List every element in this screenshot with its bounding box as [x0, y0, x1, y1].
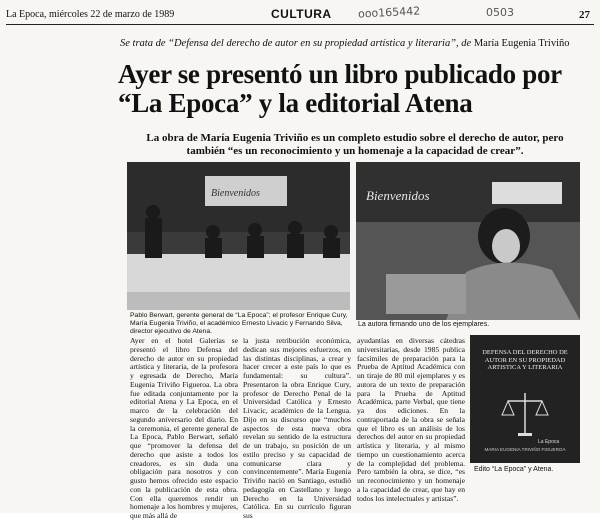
- page-number: 27: [579, 9, 590, 21]
- handwritten-code: ooo165442: [357, 4, 421, 21]
- page-header: [6, 4, 594, 22]
- photo-author-signing: [356, 162, 580, 320]
- book-cover: [470, 335, 580, 463]
- book-publisher: La Epoca: [538, 439, 560, 445]
- scales-of-justice-icon: [470, 335, 580, 463]
- photo-presentation-graphic: [127, 162, 350, 310]
- kicker-text: Se trata de “Defensa del derecho de autor en su propiedad artística y literaria”, de: [120, 38, 472, 49]
- book-author: MARIA EUGENIA TRIVIÑO FIGUEROA: [484, 447, 566, 452]
- article-column-2: la justa retribución económica, dedican sus mejores esfuerzos, en las distintas disciplinas, a crear y hacer crecer a este país lo que es fundamental: su cultura”. Presentaron la obra Enrique Cury, profesor de Derecho Penal de la Universidad Católica y Ernesto Livacic, académico de la Lengua. Dijo en su discurso que “muchos aspectos de esta nueva obra revelan su sentido de la estructura de un trabajo, su posición de un estilo preciso y su capacidad de comunicarse clara y convincentemente”. María Eugenia Triviño nació en Santiago, estudió pedagogía en Castellano y luego Derecho en la Universidad Católica. En su currículo figuran sus: [243, 336, 351, 520]
- photo-presentation-table: [127, 162, 350, 310]
- headline: Ayer se presentó un libro publicado por “La Epoca” y la editorial Atena: [118, 59, 562, 118]
- book-title: DEFENSA DEL DERECHO DE AUTOR EN SU PROPIEDAD ARTISTICA Y LITERARIA: [482, 349, 568, 371]
- section-name: CULTURA: [271, 7, 332, 21]
- kicker-author: María Eugenia Triviño: [473, 38, 570, 49]
- subhead: La obra de María Eugenia Triviño es un completo estudio sobre el derecho de autor, pero también “es un reconocimiento y un homenaje a la capacidad de crear”.: [146, 132, 564, 157]
- handwritten-number: 0503: [486, 6, 514, 19]
- photo-signing-graphic: [356, 162, 580, 320]
- photo2-banner-text: Bienvenidos: [366, 188, 430, 203]
- photo1-caption: Pablo Berwart, gerente general de “La Epoca”; el profesor Enrique Cury, María Eugenia Triviño, el académico Ernesto Livacic y Fernando Silva, director ejecutivo de Atena.: [130, 312, 348, 335]
- article-column-3: ayudantías en diversas cátedras universitarias, desde 1985 publica facsímiles de preparación para la Prueba de Aptitud Académica con un tiraje de 80 mil ejemplares y es autora de un texto de preparación para la Prueba de Aptitud Académica, parte Verbal, que tiene ya dos ediciones. En la contraportada de la obra se señala que el libro es un análisis de los derechos del autor en su propiedad artística y literaria, y al mismo tiempo un cuestionamiento acerca de la complejidad del problema. Pero también la obra, se dice, “es un reconocimiento y un homenaje a la capacidad de crear, que hay en todos los intelectuales y artistas”.: [357, 336, 465, 503]
- header-rule: [6, 24, 594, 25]
- header-date: La Epoca, miércoles 22 de marzo de 1989: [6, 9, 175, 20]
- kicker: [120, 38, 580, 49]
- book-caption: Edito “La Epoca” y Atena.: [474, 466, 554, 473]
- photo2-caption: La autora firmando uno de los ejemplares.: [358, 321, 490, 328]
- article-column-1: Ayer en el hotel Galerías se presentó el libro Defensa del derecho de autor en su propiedad artística y literaria, de la profesora y egresada de Derecho, María Eugenia Triviño Figueroa. La obra fue editada conjuntamente por la editorial Atena y La Epoca, en el marco de la celebración del segundo aniversario del diario. En la ceremonia, el gerente general de La Epoca, Pablo Berwart, señaló que “promover la defensa del derecho que asiste a todos los creadores, es sin duda una obligación para nosotros y con gusto hemos ofrecido este espacio con la publicación de esta obra. Con ella queremos rendir un homenaje a los hombres y mujeres, que más allá de: [130, 336, 238, 520]
- photo1-banner-text: Bienvenidos: [211, 188, 260, 199]
